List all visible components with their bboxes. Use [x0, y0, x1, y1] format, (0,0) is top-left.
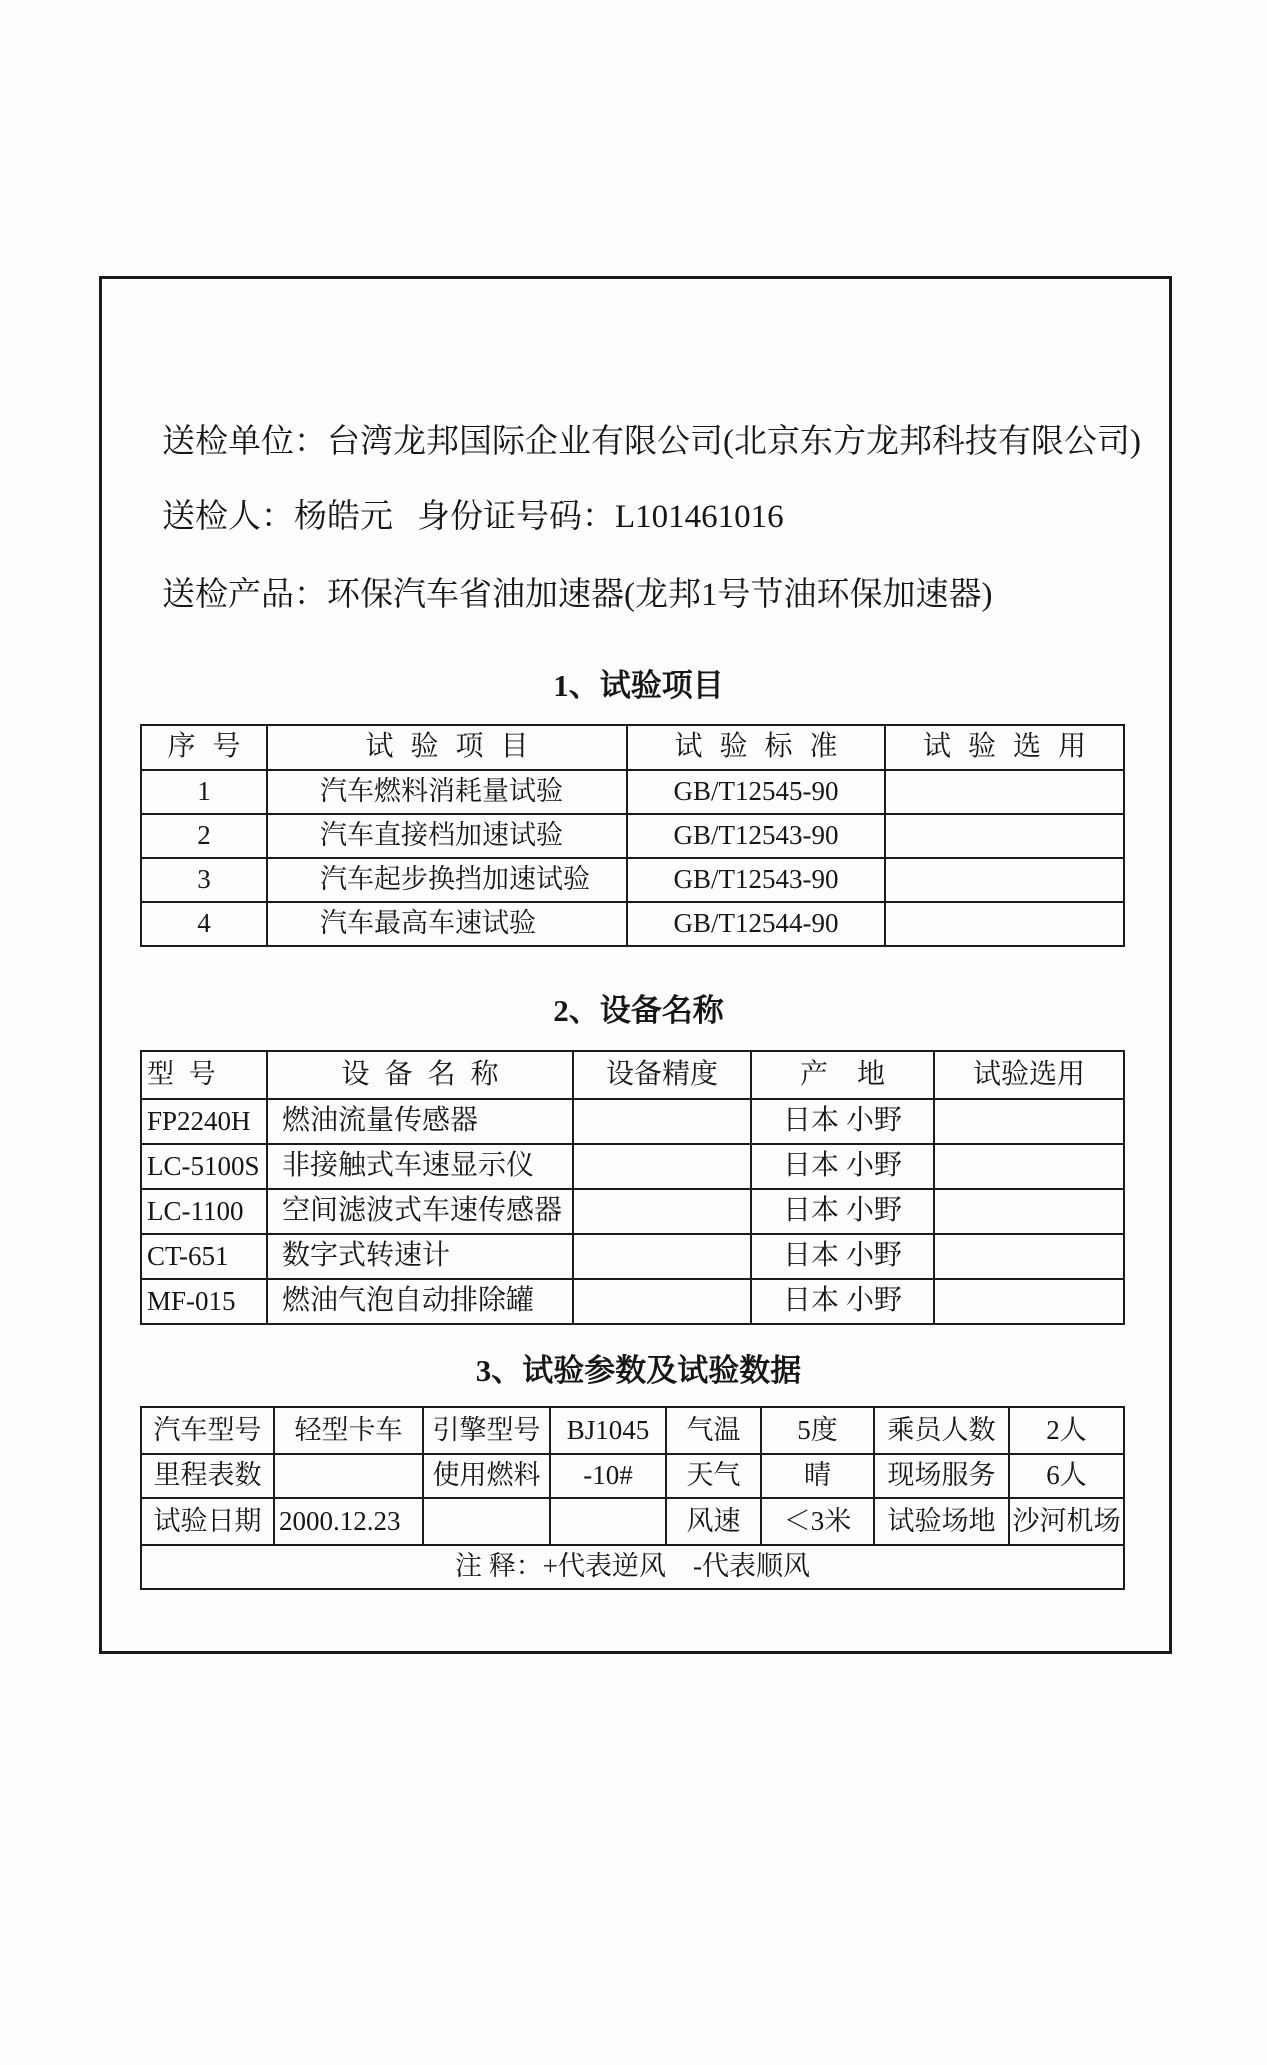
equipment-name: 空间滤波式车速传感器: [267, 1189, 573, 1234]
test-item-name: 汽车直接档加速试验: [267, 814, 627, 858]
temperature-value: 5度: [761, 1407, 874, 1454]
test-items-table: [140, 724, 1125, 947]
equipment-model: LC-1100: [141, 1189, 267, 1234]
table-row: [141, 1498, 1124, 1545]
section-title-equipment: 2、设备名称: [553, 993, 724, 1028]
test-standard: GB/T12543-90: [627, 814, 885, 858]
empty-cell: [550, 1498, 666, 1545]
header-equipment-precision: 设备精度: [573, 1051, 751, 1099]
equipment-origin: 日本 小野: [751, 1099, 934, 1144]
wind-direction-note: 注 释：+代表逆风 -代表顺风: [141, 1545, 1124, 1589]
equipment-precision-cell: [573, 1234, 751, 1279]
test-selection-cell: [885, 902, 1124, 946]
product-label: 送检产品：: [162, 577, 327, 613]
equipment-origin: 日本 小野: [751, 1234, 934, 1279]
table-row: [141, 902, 1124, 946]
section-title-test-parameters: 3、试验参数及试验数据: [475, 1353, 802, 1388]
submitter-label: 送检人：: [162, 499, 294, 535]
header-model: 型 号: [141, 1051, 267, 1099]
fuel-label: 使用燃料: [423, 1454, 550, 1498]
equipment-precision-cell: [573, 1144, 751, 1189]
equipment-name: 燃油流量传感器: [267, 1099, 573, 1144]
test-selection-cell: [885, 814, 1124, 858]
test-selection-cell: [934, 1099, 1124, 1144]
equipment-origin: 日本 小野: [751, 1279, 934, 1324]
submitting-unit-line: [162, 420, 1141, 464]
test-site-label: 试验场地: [874, 1498, 1009, 1545]
test-selection-cell: [934, 1279, 1124, 1324]
equipment-model: LC-5100S: [141, 1144, 267, 1189]
equipment-precision-cell: [573, 1279, 751, 1324]
product-line: [162, 573, 992, 617]
equipment-origin: 日本 小野: [751, 1144, 934, 1189]
engine-model-label: 引擎型号: [423, 1407, 550, 1454]
serial-number: 4: [141, 902, 267, 946]
equipment-name: 燃油气泡自动排除罐: [267, 1279, 573, 1324]
test-standard: GB/T12545-90: [627, 770, 885, 814]
service-value: 6人: [1009, 1454, 1124, 1498]
equipment-origin: 日本 小野: [751, 1189, 934, 1234]
weather-label: 天气: [666, 1454, 761, 1498]
table-header-row: [141, 725, 1124, 770]
header-origin: 产 地: [751, 1051, 934, 1099]
vehicle-model-value: 轻型卡车: [274, 1407, 423, 1454]
engine-model-value: BJ1045: [550, 1407, 666, 1454]
test-standard: GB/T12543-90: [627, 858, 885, 902]
test-date-label: 试验日期: [141, 1498, 274, 1545]
header-serial-number: 序 号: [141, 725, 267, 770]
equipment-name: 数字式转速计: [267, 1234, 573, 1279]
test-site-value: 沙河机场: [1009, 1498, 1124, 1545]
header-test-selection: 试验选用: [934, 1051, 1124, 1099]
id-number-value: L101461016: [615, 499, 784, 535]
fuel-value: -10#: [550, 1454, 666, 1498]
serial-number: 1: [141, 770, 267, 814]
header-test-selection: 试 验 选 用: [885, 725, 1124, 770]
odometer-value-cell: [274, 1454, 423, 1498]
test-item-name: 汽车燃料消耗量试验: [267, 770, 627, 814]
submitting-unit-label: 送检单位：: [162, 424, 327, 460]
crew-label: 乘员人数: [874, 1407, 1009, 1454]
table-row: [141, 814, 1124, 858]
table-row: [141, 1189, 1124, 1234]
table-header-row: [141, 1051, 1124, 1099]
test-selection-cell: [885, 770, 1124, 814]
equipment-precision-cell: [573, 1189, 751, 1234]
equipment-precision-cell: [573, 1099, 751, 1144]
table-row: [141, 1234, 1124, 1279]
header-equipment-name: 设 备 名 称: [267, 1051, 573, 1099]
table-row: [141, 1144, 1124, 1189]
table-row: [141, 1279, 1124, 1324]
table-row: [141, 1454, 1124, 1498]
wind-speed-label: 风速: [666, 1498, 761, 1545]
service-label: 现场服务: [874, 1454, 1009, 1498]
submitter-line: [162, 495, 784, 539]
temperature-label: 气温: [666, 1407, 761, 1454]
test-selection-cell: [934, 1189, 1124, 1234]
product-value: 环保汽车省油加速器(龙邦1号节油环保加速器): [327, 577, 993, 613]
wind-speed-value: ＜3米: [761, 1498, 874, 1545]
equipment-table: [140, 1050, 1125, 1325]
serial-number: 2: [141, 814, 267, 858]
serial-number: 3: [141, 858, 267, 902]
table-row: [141, 1545, 1124, 1589]
test-selection-cell: [885, 858, 1124, 902]
header-test-item: 试 验 项 目: [267, 725, 627, 770]
equipment-model: FP2240H: [141, 1099, 267, 1144]
test-item-name: 汽车最高车速试验: [267, 902, 627, 946]
equipment-name: 非接触式车速显示仪: [267, 1144, 573, 1189]
test-selection-cell: [934, 1234, 1124, 1279]
odometer-label: 里程表数: [141, 1454, 274, 1498]
test-date-value: 2000.12.23: [274, 1498, 423, 1545]
header-test-standard: 试 验 标 准: [627, 725, 885, 770]
id-number-label: 身份证号码：: [417, 499, 615, 535]
vehicle-model-label: 汽车型号: [141, 1407, 274, 1454]
equipment-model: MF-015: [141, 1279, 267, 1324]
test-standard: GB/T12544-90: [627, 902, 885, 946]
table-row: [141, 858, 1124, 902]
table-row: [141, 1407, 1124, 1454]
section-title-test-items: 1、试验项目: [553, 668, 724, 703]
crew-value: 2人: [1009, 1407, 1124, 1454]
empty-cell: [423, 1498, 550, 1545]
weather-value: 晴: [761, 1454, 874, 1498]
test-selection-cell: [934, 1144, 1124, 1189]
submitter-name: 杨皓元: [294, 499, 393, 535]
test-parameters-table: [140, 1406, 1125, 1590]
table-row: [141, 1099, 1124, 1144]
equipment-model: CT-651: [141, 1234, 267, 1279]
submitting-unit-value: 台湾龙邦国际企业有限公司(北京东方龙邦科技有限公司): [327, 424, 1141, 460]
test-item-name: 汽车起步换挡加速试验: [267, 858, 627, 902]
table-row: [141, 770, 1124, 814]
